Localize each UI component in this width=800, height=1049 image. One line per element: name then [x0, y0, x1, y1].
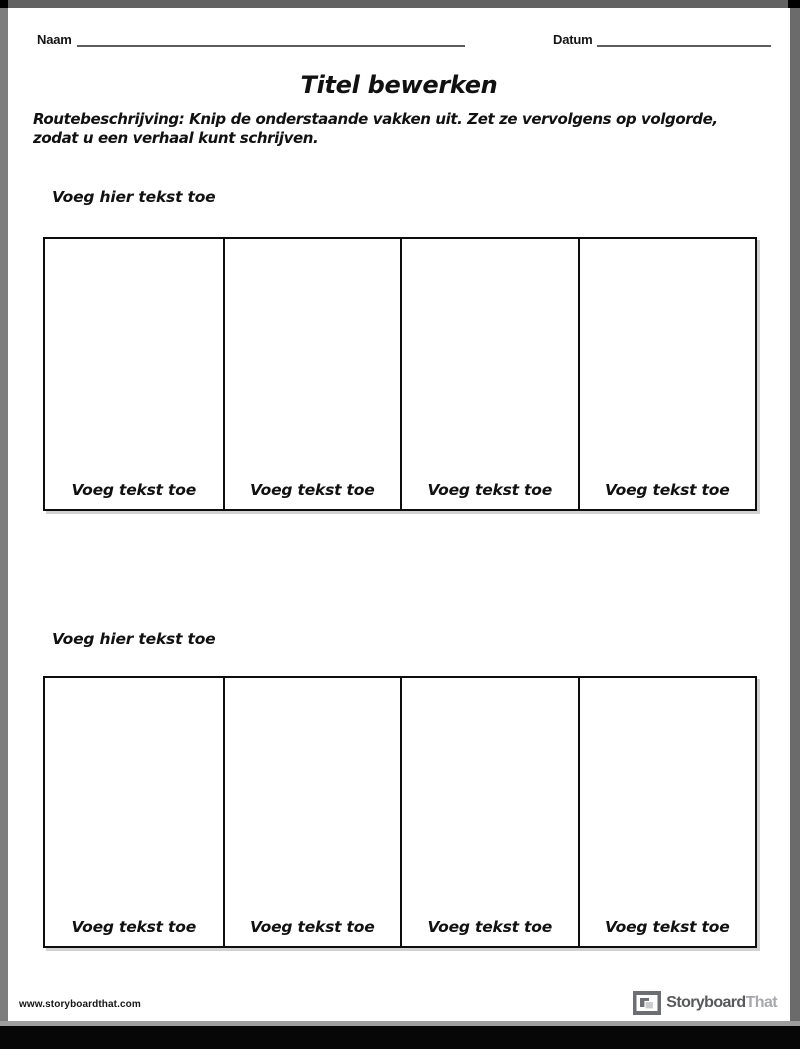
cell-add-text-prompt: Voeg tekst toe — [427, 481, 553, 499]
cell-add-text-prompt: Voeg tekst toe — [604, 918, 730, 936]
cell-add-text-prompt: Voeg tekst toe — [249, 481, 375, 499]
cell-add-text-prompt: Voeg tekst toe — [71, 481, 197, 499]
viewer-frame-right — [790, 8, 800, 1022]
cutout-table-1 — [43, 237, 757, 511]
logo-text-secondary: That — [745, 994, 777, 1011]
website-url: www.storyboardthat.com — [19, 999, 141, 1010]
cell-add-text-prompt: Voeg tekst toe — [71, 918, 197, 936]
viewer-frame-top-inner — [8, 0, 788, 8]
section-2-label[interactable]: Voeg hier tekst toe — [52, 630, 216, 648]
worksheet-instructions[interactable]: Routebeschrijving: Knip de onderstaande vakken uit. Zet ze vervolgens op volgorde, zodat u een verhaal kunt schrijven. — [33, 110, 718, 147]
cutout-cell[interactable] — [223, 678, 401, 946]
logo-text-primary: Storyboard — [666, 994, 746, 1011]
cell-add-text-prompt: Voeg tekst toe — [604, 481, 730, 499]
date-label: Datum — [553, 32, 593, 47]
date-write-line — [597, 45, 771, 47]
cutout-cell[interactable] — [223, 239, 401, 509]
logo-wordmark — [666, 994, 777, 1012]
name-label: Naam — [37, 32, 72, 47]
storyboardthat-logo[interactable] — [633, 991, 777, 1015]
cutout-cell[interactable] — [578, 239, 756, 509]
section-1-label[interactable]: Voeg hier tekst toe — [52, 188, 216, 206]
cutout-table-2 — [43, 676, 757, 948]
cutout-cell[interactable] — [45, 239, 223, 509]
name-write-line — [77, 45, 465, 47]
cutout-cell[interactable] — [578, 678, 756, 946]
viewer-frame-bottom — [0, 1026, 800, 1049]
cutout-cell[interactable] — [400, 239, 578, 509]
viewer-frame-left — [0, 8, 8, 1022]
worksheet-title[interactable]: Titel bewerken — [300, 71, 498, 99]
cell-add-text-prompt: Voeg tekst toe — [427, 918, 553, 936]
cell-add-text-prompt: Voeg tekst toe — [249, 918, 375, 936]
cutout-cell[interactable] — [400, 678, 578, 946]
storyboard-frame-icon — [633, 991, 661, 1015]
cutout-cell[interactable] — [45, 678, 223, 946]
